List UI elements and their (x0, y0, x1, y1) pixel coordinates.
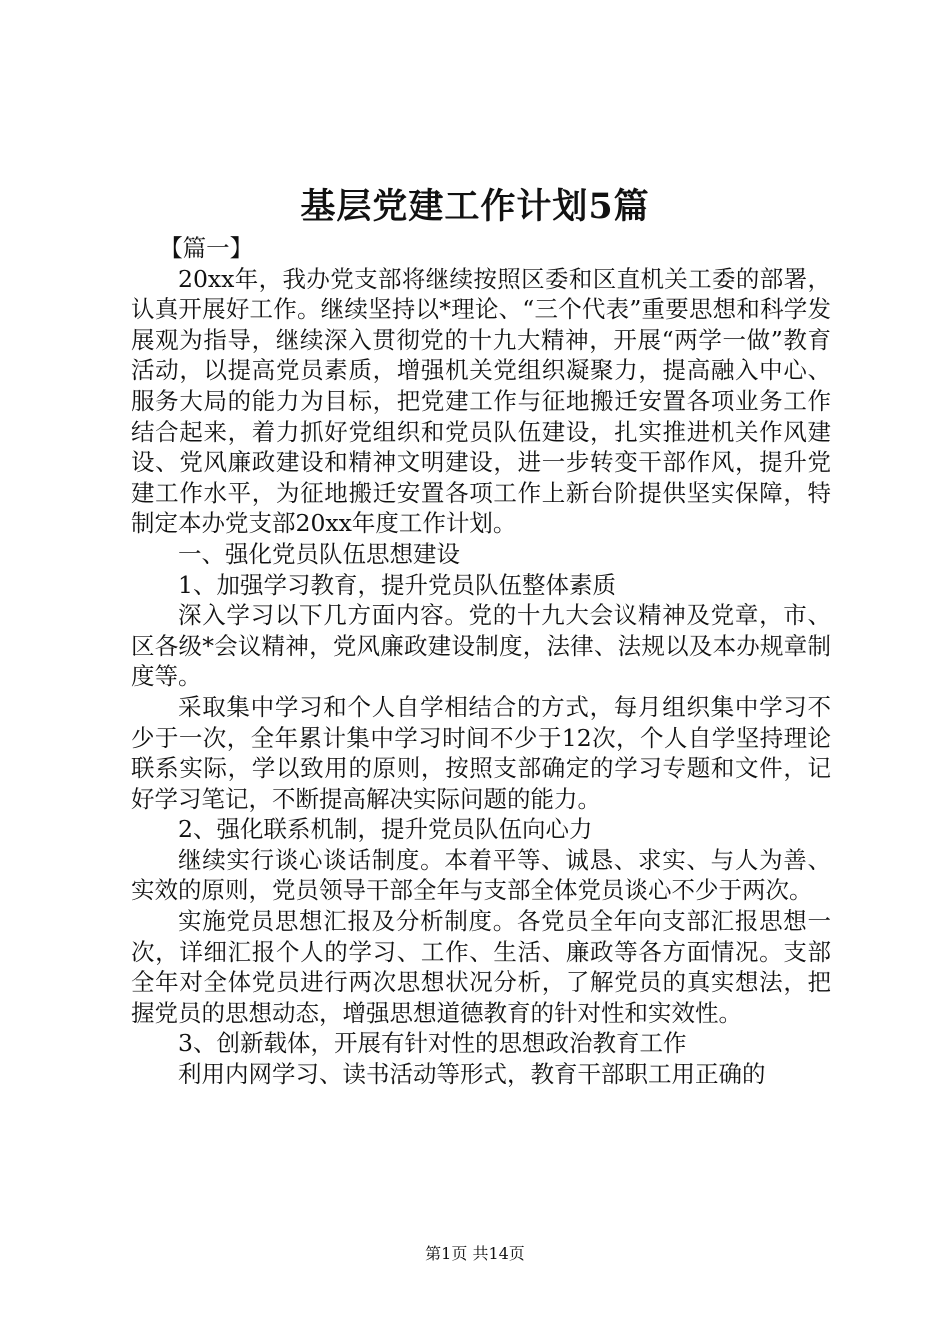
document-body (131, 233, 831, 1090)
paragraph-study-method: 采取集中学习和个人自学相结合的方式，每月组织集中学习不少于一次，全年累计集中学习时间不少于12次，个人自学坚持理论联系实际，学以致用的原则，按照支部确定的学习专题和文件，记好学习笔记，不断提高解决实际问题的能力。 (131, 692, 831, 813)
document-title: 基层党建工作计划5篇 (300, 186, 650, 227)
section-mark: 【篇一】 (159, 234, 254, 262)
paragraph-study-content: 深入学习以下几方面内容。党的十九大会议精神及党章，市、区各级*会议精神，党风廉政建设制度，法律、法规以及本办规章制度等。 (131, 601, 831, 691)
subheading-2: 2、强化联系机制，提升党员队伍向心力 (178, 815, 593, 844)
paragraph-thought-report: 实施党员思想汇报及分析制度。各党员全年向支部汇报思想一次，详细汇报个人的学习、工作、生活、廉政等各方面情况。支部全年对全体党员进行两次思想状况分析，了解党员的真实想法，把握党员的思想动态，增强思想道德教育的针对性和实效性。 (131, 907, 831, 1027)
paragraph-talk-system: 继续实行谈心谈话制度。本着平等、诚恳、求实、与人为善、实效的原则，党员领导干部全年与支部全体党员谈心不少于两次。 (131, 845, 831, 905)
paragraph-online-learning: 利用内网学习、读书活动等形式，教育干部职工用正确的 (178, 1060, 766, 1089)
paragraph-intro: 20xx年，我办党支部将继续按照区委和区直机关工委的部署，认真开展好工作。继续坚持以*理论、“三个代表”重要思想和科学发展观为指导，继续深入贯彻党的十九大精神，开展“两学一做”教育活动，以提高党员素质，增强机关党组织凝聚力，提高融入中心、服务大局的能力为目标，把党建工作与征地搬迁安置各项业务工作结合起来，着力抓好党组织和党员队伍建设，扎实推进机关作风建设、党风廉政建设和精神文明建设，进一步转变干部作风，提升党建工作水平，为征地搬迁安置各项工作上新台阶提供坚实保障，特制定本办党支部20xx年度工作计划。 (131, 264, 831, 538)
heading-section-1: 一、强化党员队伍思想建设 (178, 539, 460, 568)
subheading-3: 3、创新载体，开展有针对性的思想政治教育工作 (178, 1029, 687, 1058)
subheading-1: 1、加强学习教育，提升党员队伍整体素质 (178, 570, 616, 599)
page-footer: 第1页 共14页 (425, 1244, 525, 1263)
